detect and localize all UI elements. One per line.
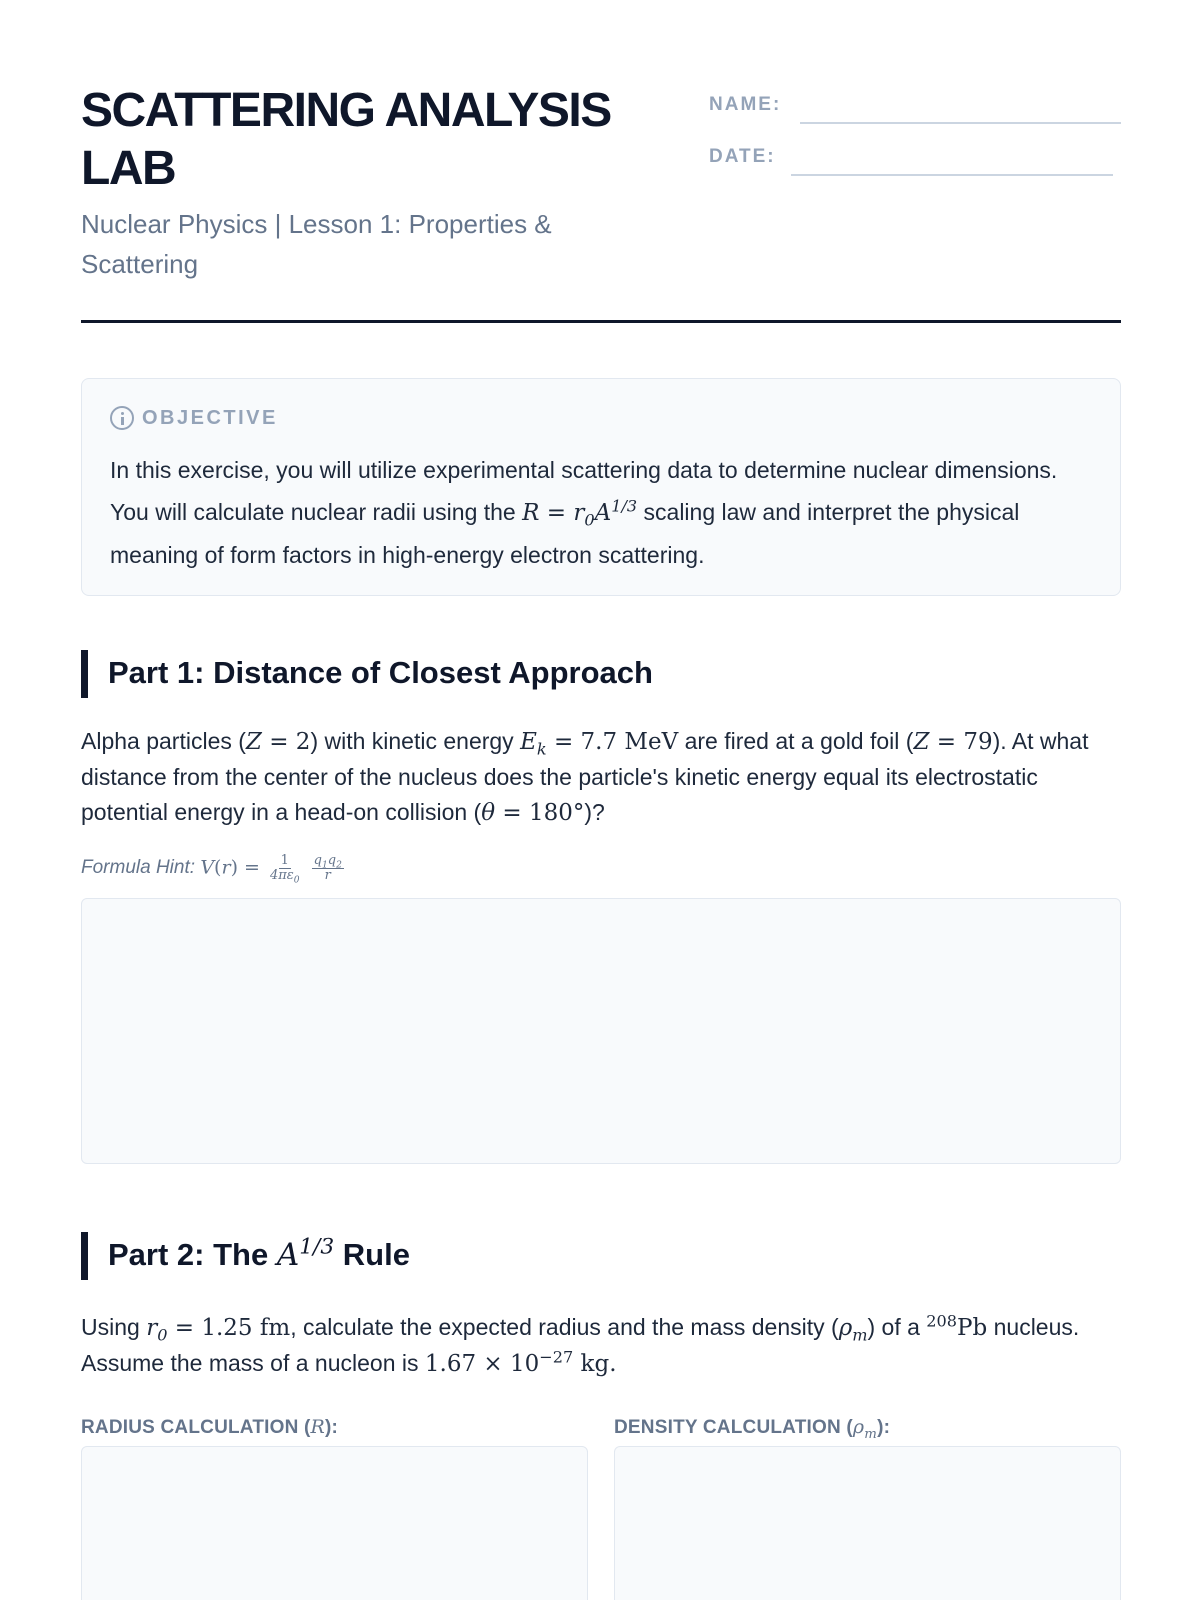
- lead-208: $^{208}$Pb: [926, 1311, 988, 1341]
- coulomb-constant: $\frac{1}{4\pi\varepsilon_0}$: [269, 852, 300, 886]
- date-label: DATE:: [709, 146, 776, 167]
- name-field[interactable]: [709, 88, 1121, 128]
- hint-formula: V(r) = $\frac{1}{4\pi\varepsilon_0}$ $\frac{q_1q_2}{r}$: [200, 852, 342, 886]
- label-text: RADIUS CALCULATION (: [81, 1417, 311, 1438]
- page-title: SCATTERING ANALYSIS LAB: [81, 84, 611, 195]
- charge-ratio: $\frac{q_1q_2}{r}$: [313, 852, 342, 883]
- objective-text-part: In this exercise, you will utilize experimental scattering data to determine nuclear dimensions. You will calculate nuclear radii using the: [110, 457, 1058, 525]
- density-symbol: $\rho_m$: [852, 1416, 878, 1442]
- mass-density-symbol: $\rho_m$: [838, 1315, 868, 1345]
- date-line[interactable]: [791, 174, 1113, 176]
- question-text: nucleus. Assume the mass of a nucleon is: [81, 1314, 1080, 1376]
- part1-heading: Part 1: Distance of Closest Approach: [81, 650, 1121, 698]
- worksheet-header: [81, 82, 1121, 322]
- objective-box: [81, 378, 1121, 596]
- question-text: ). At what distance from the center of the nucleus does the particle's kinetic energy equal its electrostatic potential energy in a head-on collision (: [81, 728, 1089, 825]
- question-text: Using: [81, 1314, 140, 1340]
- label-text: ):: [325, 1417, 339, 1438]
- question-text: ) of a: [867, 1314, 920, 1340]
- radius-answer-box[interactable]: [81, 1446, 588, 1600]
- alpha-charge: Z = 2: [245, 729, 311, 755]
- formula-hint: [81, 850, 346, 886]
- radius-formula: $R = r_0A^{1/3}$: [522, 496, 638, 530]
- label-text: ):: [877, 1417, 891, 1438]
- worksheet-page: [81, 0, 1121, 1600]
- question-text: are fired at a gold foil (: [684, 728, 914, 754]
- info-icon: [110, 406, 134, 430]
- part2-question: [81, 1310, 1121, 1382]
- objective-text-part: scaling law and interpret the physical meaning of form factors in high-energy electron scattering.: [110, 499, 1020, 568]
- part1-answer-box[interactable]: [81, 898, 1121, 1164]
- question-text: Alpha particles (: [81, 728, 246, 754]
- name-label: NAME:: [709, 94, 782, 115]
- density-calc-label: [614, 1416, 891, 1442]
- heading-text: Rule: [342, 1237, 410, 1272]
- hint-label: Formula Hint:: [81, 857, 196, 878]
- label-text: DENSITY CALCULATION (: [614, 1417, 853, 1438]
- density-answer-box[interactable]: [614, 1446, 1121, 1600]
- nucleon-mass: $1.67 \times 10^{-27}$ kg.: [424, 1347, 617, 1377]
- objective-text: [110, 449, 1100, 576]
- header-divider: [81, 320, 1121, 323]
- question-text: , calculate the expected radius and the mass density (: [290, 1314, 839, 1340]
- heading-text: Part 2: The: [108, 1237, 269, 1272]
- part2-heading: [81, 1232, 1121, 1280]
- r0-value: $r_0 = 1.25$ fm: [146, 1315, 291, 1345]
- question-text: ) with kinetic energy: [310, 728, 514, 754]
- objective-header: [110, 405, 278, 431]
- radius-calc-label: [81, 1416, 338, 1439]
- objective-title: OBJECTIVE: [142, 406, 278, 429]
- page-subtitle: Nuclear Physics | Lesson 1: Properties & Scattering: [81, 209, 552, 279]
- name-line[interactable]: [800, 122, 1121, 124]
- date-field[interactable]: [709, 140, 1121, 180]
- angle: θ = 180°: [481, 800, 585, 826]
- radius-symbol: R: [310, 1416, 326, 1438]
- a-third-power: $A^{1/3}$: [276, 1234, 335, 1273]
- question-text: )?: [584, 799, 605, 825]
- gold-charge: Z = 79: [913, 729, 993, 755]
- kinetic-energy: $E_k = 7.7$ MeV: [520, 729, 679, 759]
- part1-question: [81, 724, 1121, 831]
